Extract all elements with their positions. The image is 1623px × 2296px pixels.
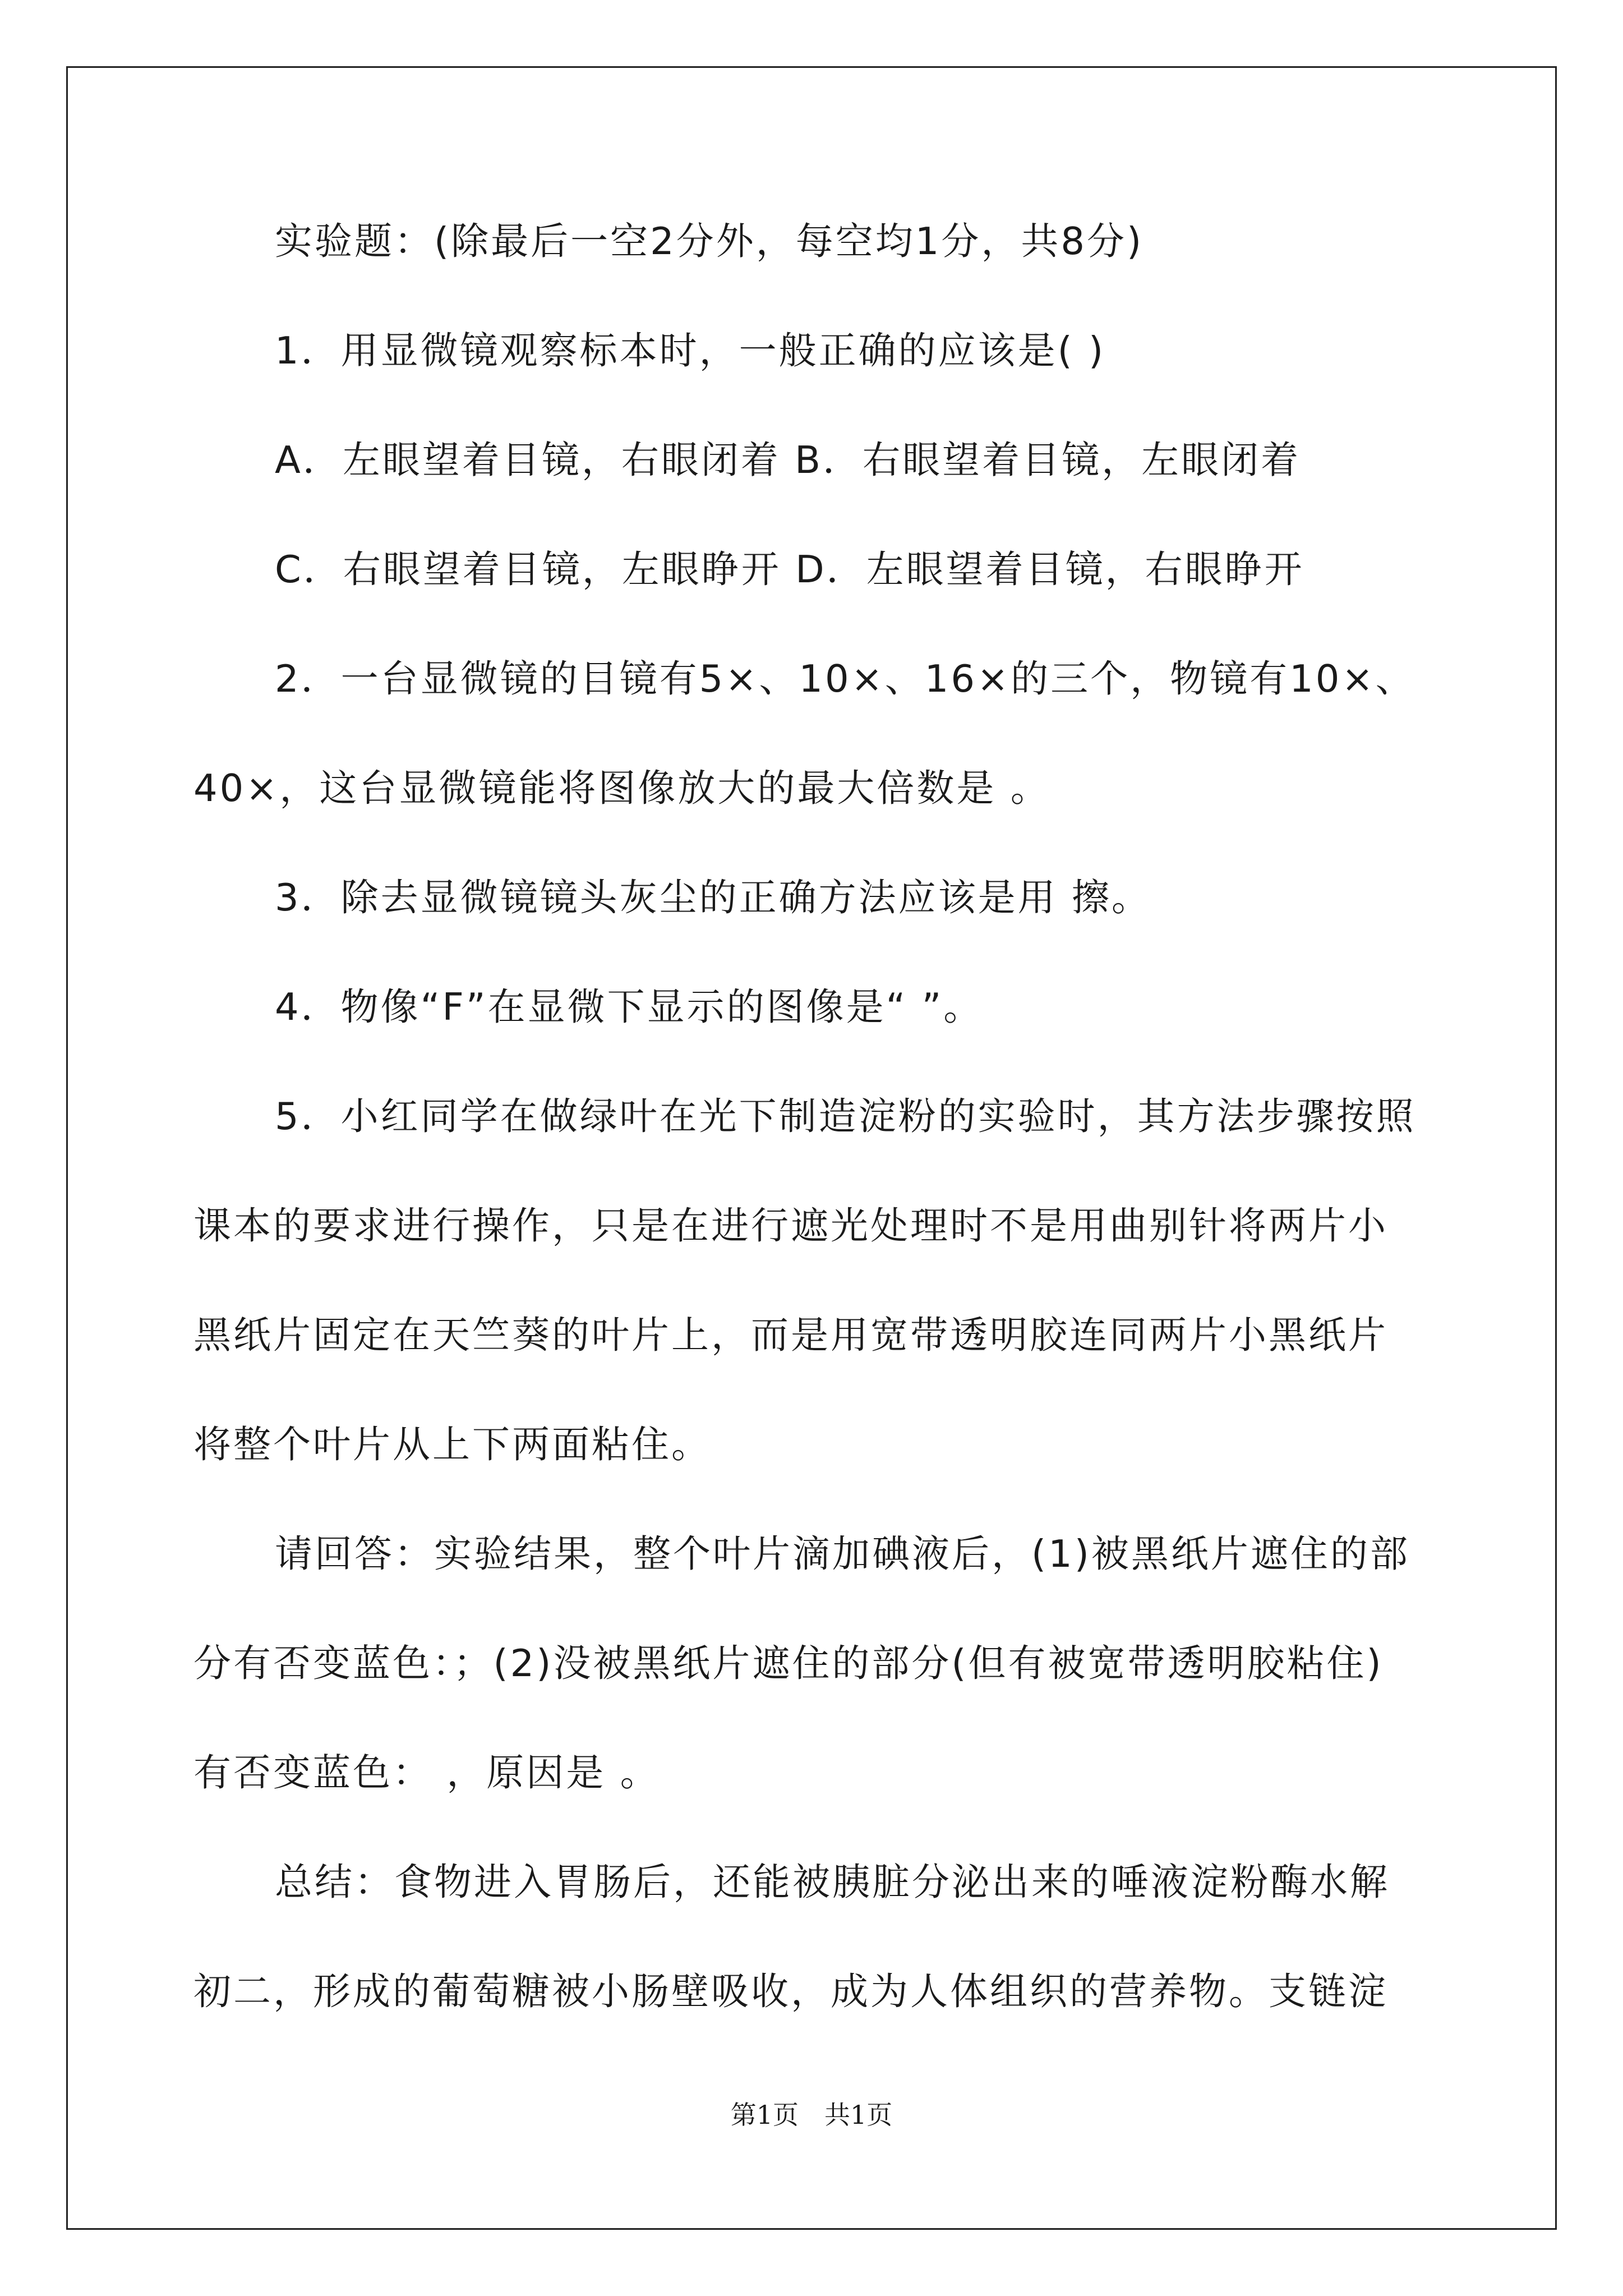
summary-line-2: 初二，形成的葡萄糖被小肠壁吸收，成为人体组织的营养物。支链淀	[193, 1970, 1388, 2013]
question-3: 3．除去显微镜镜头灰尘的正确方法应该是用 擦。	[275, 876, 1151, 919]
question-5-line-3: 黑纸片固定在天竺葵的叶片上，而是用宽带透明胶连同两片小黑纸片	[193, 1313, 1388, 1357]
section-heading: 实验题：(除最后一空2分外，每空均1分，共8分)	[275, 219, 1144, 263]
question-1-options-cd: C．右眼望着目镜，左眼睁开 D．左眼望着目镜，右眼睁开	[275, 547, 1304, 591]
summary-line-1: 总结：食物进入胃肠后，还能被胰脏分泌出来的唾液淀粉酶水解	[275, 1860, 1390, 1904]
question-2-line-1: 2．一台显微镜的目镜有5×、10×、16×的三个，物镜有10×、	[275, 657, 1415, 701]
question-2-line-2: 40×，这台显微镜能将图像放大的最大倍数是 。	[193, 766, 1050, 810]
question-1-options-ab: A．左眼望着目镜，右眼闭着 B．右眼望着目镜，左眼闭着	[275, 438, 1301, 482]
question-5-line-1: 5．小红同学在做绿叶在光下制造淀粉的实验时，其方法步骤按照	[275, 1094, 1416, 1138]
answer-prompt-line-3: 有否变蓝色： ，原因是 。	[193, 1751, 660, 1795]
question-5-line-2: 课本的要求进行操作，只是在进行遮光处理时不是用曲别针将两片小	[193, 1204, 1388, 1248]
question-1: 1．用显微镜观察标本时，一般正确的应该是( )	[275, 329, 1106, 372]
question-5-line-4: 将整个叶片从上下两面粘住。	[193, 1423, 711, 1466]
page-footer: 第1页 共1页	[730, 2100, 893, 2130]
answer-prompt-line-1: 请回答：实验结果，整个叶片滴加碘液后，(1)被黑纸片遮住的部	[275, 1532, 1410, 1576]
question-4: 4．物像“F”在显微下显示的图像是“ ”。	[275, 985, 984, 1029]
answer-prompt-line-2: 分有否变蓝色：；(2)没被黑纸片遮住的部分(但有被宽带透明胶粘住)	[193, 1641, 1384, 1685]
